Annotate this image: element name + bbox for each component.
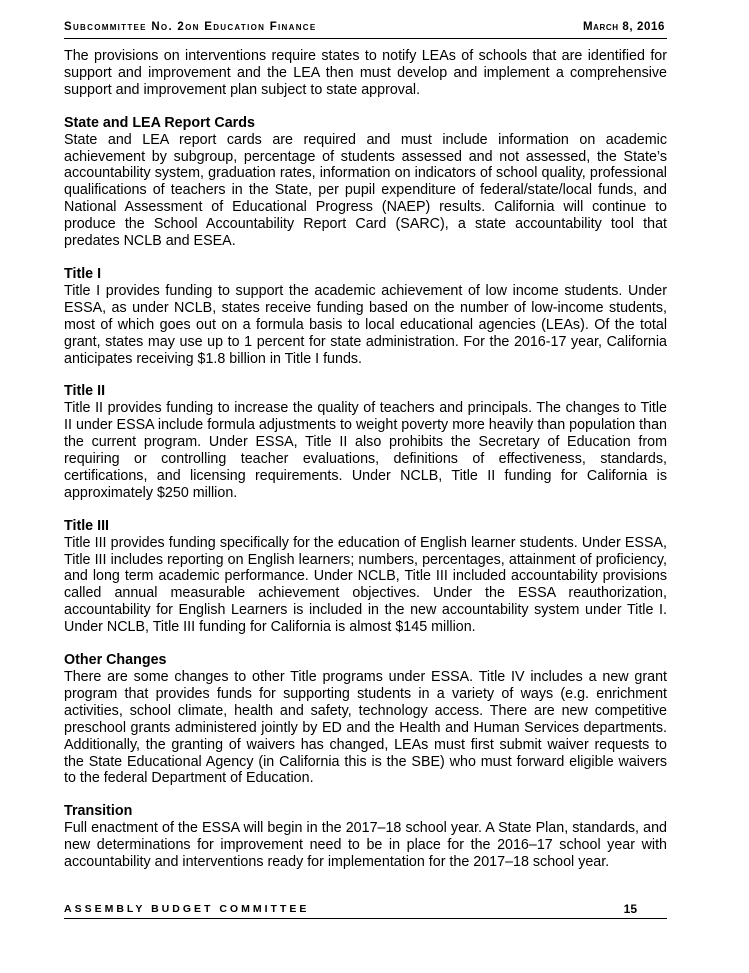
section-title-iii [64, 518, 667, 636]
section-other-changes [64, 652, 667, 787]
section-heading: Other Changes [64, 652, 167, 669]
header-date: March 8, 2016 [582, 21, 665, 33]
page-header [64, 18, 667, 39]
section-transition [64, 803, 667, 871]
page-content [64, 48, 667, 871]
section-body: Full enactment of the ESSA will begin in the 2017–18 school year. A State Plan, standards, and new determinations for improvement need to be in place for the 2016–17 school year with accountability and interventions ready for implementation for the 2017–18 school year. [64, 820, 667, 871]
page-footer [64, 900, 667, 919]
section-heading: Title I [64, 265, 102, 282]
section-body: Title III provides funding specifically for the education of English learner students. Under ESSA, Title III includes reporting on English learners; numbers, percentages, attainment of proficiency, and long term academic performance. Under NCLB, Title III included accountability provisions called annual measurable achievement objectives. Under the ESSA reauthorization, accountability for English Learners is included in the new accountability system under Title I. Under NCLB, Title III funding for California is almost $145 million. [64, 534, 667, 636]
footer-committee-name: ASSEMBLY BUDGET COMMITTEE [64, 903, 310, 915]
section-title-ii [64, 383, 667, 501]
section-heading: Title II [64, 383, 106, 400]
header-subcommittee-title: Subcommittee No. 2on Education Finance [64, 21, 317, 33]
footer-page-number: 15 [623, 902, 637, 916]
section-report-cards [64, 115, 667, 250]
section-body: Title II provides funding to increase the quality of teachers and principals. The changes to Title II under ESSA include formula adjustments to weight poverty more heavily than population than the current program. Under ESSA, Title II also prohibits the Secretary of Education from requiring or controlling teacher evaluations, definitions of effectiveness, standards, certifications, and licensing requirements. Under NCLB, Title II funding for California is approximately $250 million. [64, 400, 667, 501]
section-body: Title I provides funding to support the academic achievement of low income students. Under ESSA, as under NCLB, states receive funding based on the number of low-income students, most of which goes out on a formula basis to local educational agencies (LEAs). Of the total grant, states may use up to 1 percent for state administration. For the 2016-17 year, California anticipates receiving $1.8 billion in Title I funds. [64, 282, 667, 367]
section-heading: Title III [64, 517, 110, 534]
section-body: State and LEA report cards are required and must include information on academic achievement by subgroup, percentage of students assessed and not assessed, the State’s accountability system, graduation rates, information on indicators of school quality, professional qualifications of teachers in the State, per pupil expenditure of federal/state/local funds, and National Assessment of Educational Progress (NAEP) results. California will continue to produce the School Accountability Report Card (SARC), a state accountability tool that predates NCLB and ESEA. [64, 131, 667, 250]
intro-paragraph: The provisions on interventions require states to notify LEAs of schools that are identified for support and improvement and the LEA then must develop and implement a comprehensive support and improvement plan subject to state approval. [64, 48, 667, 98]
section-heading: State and LEA Report Cards [64, 114, 255, 131]
section-body: There are some changes to other Title programs under ESSA. Title IV includes a new grant program that provides funds for supporting students in a variety of ways (e.g. enrichment activities, school climate, health and safety, technology access. There are new competitive preschool grants administered jointly by ED and the Health and Human Services departments. Additionally, the granting of waivers has changed, LEAs must first submit waiver requests to the State Educational Agency (in California this is the SBE) who must forward eligible waivers to the federal Department of Education. [64, 669, 667, 787]
section-heading: Transition [64, 803, 133, 820]
section-title-i [64, 266, 667, 367]
